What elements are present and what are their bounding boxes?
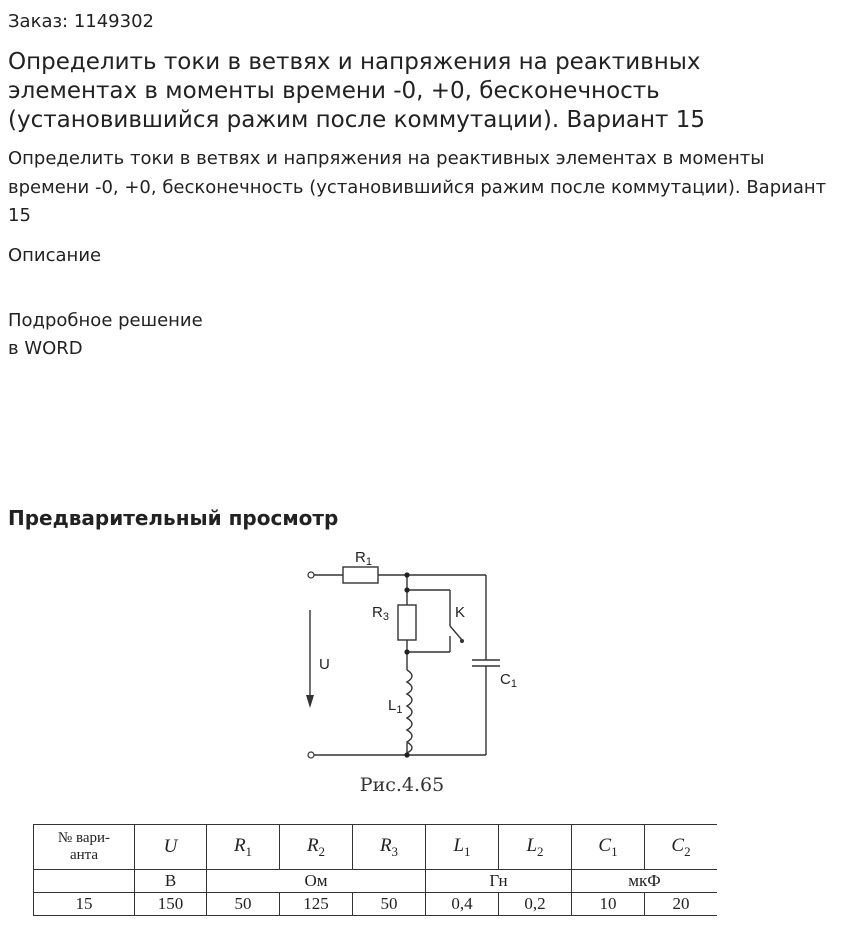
- junction-4: [404, 752, 409, 757]
- terminal-top: [308, 572, 314, 578]
- units-microfarad: мкФ: [572, 870, 718, 893]
- switch-contact: [460, 639, 464, 643]
- table-header-row: [34, 825, 718, 870]
- units-volt: В: [135, 870, 207, 893]
- voltage-arrow-head: [306, 695, 314, 708]
- cell-l2: 0,2: [499, 893, 572, 916]
- solution-line-1: Подробное решение: [8, 310, 203, 331]
- junction-3: [404, 649, 409, 654]
- units-empty: [34, 870, 135, 893]
- page-title: Определить токи в ветвях и напряжения на реактивных элементах в моменты времени -0, +0, бесконечность (установившийся ражим после коммутации). Вариант 15: [8, 49, 706, 133]
- junction-2: [404, 587, 409, 592]
- solution-line-2: в WORD: [8, 338, 83, 359]
- units-henry: Гн: [426, 870, 572, 893]
- order-number: Заказ: 1149302: [8, 11, 154, 32]
- description-text: Определить токи в ветвях и напряжения на реактивных элементах в моменты времени -0, +0, бесконечность (установившийся ражим после коммутации). Вариант 15: [8, 148, 827, 226]
- preview-heading: Предварительный просмотр: [8, 506, 339, 530]
- circuit-diagram: [290, 540, 550, 810]
- label-k: K: [455, 604, 466, 621]
- label-c1: $C_1$: [500, 671, 517, 690]
- header-l1: $L_1$: [426, 825, 499, 870]
- label-r1: $R_1$: [355, 549, 372, 568]
- header-r2: $R_2$: [280, 825, 353, 870]
- resistor-r3: [398, 605, 416, 640]
- header-c2: $C_2$: [645, 825, 718, 870]
- inductor-l1: [407, 670, 412, 753]
- cell-r2: 125: [280, 893, 353, 916]
- label-l1: $L_1$: [388, 697, 403, 716]
- label-r3: $R_3$: [372, 604, 389, 623]
- resistor-r1: [343, 567, 378, 583]
- header-r1: $R_1$: [207, 825, 280, 870]
- header-variant: № вари- анта: [34, 825, 135, 870]
- table-row: [34, 893, 718, 916]
- cell-u: 150: [135, 893, 207, 916]
- label-u: U: [319, 656, 330, 673]
- header-l2: $L_2$: [499, 825, 572, 870]
- solution-note: [8, 307, 203, 363]
- parameters-table: [33, 824, 717, 916]
- cell-l1: 0,4: [426, 893, 499, 916]
- header-c1: $C_1$: [572, 825, 645, 870]
- cell-c1: 10: [572, 893, 645, 916]
- table-units-row: [34, 870, 718, 893]
- terminal-bottom: [308, 752, 314, 758]
- cell-c2: 20: [645, 893, 718, 916]
- header-u: U: [135, 825, 207, 870]
- units-ohm: Ом: [207, 870, 426, 893]
- cell-variant: 15: [34, 893, 135, 916]
- junction-1: [404, 572, 409, 577]
- cell-r1: 50: [207, 893, 280, 916]
- description-heading: Описание: [8, 245, 102, 266]
- header-r3: $R_3$: [353, 825, 426, 870]
- preview-image: [0, 540, 847, 929]
- cell-r3: 50: [353, 893, 426, 916]
- switch-blade: [450, 626, 462, 640]
- figure-caption: Рис.4.65: [359, 774, 445, 796]
